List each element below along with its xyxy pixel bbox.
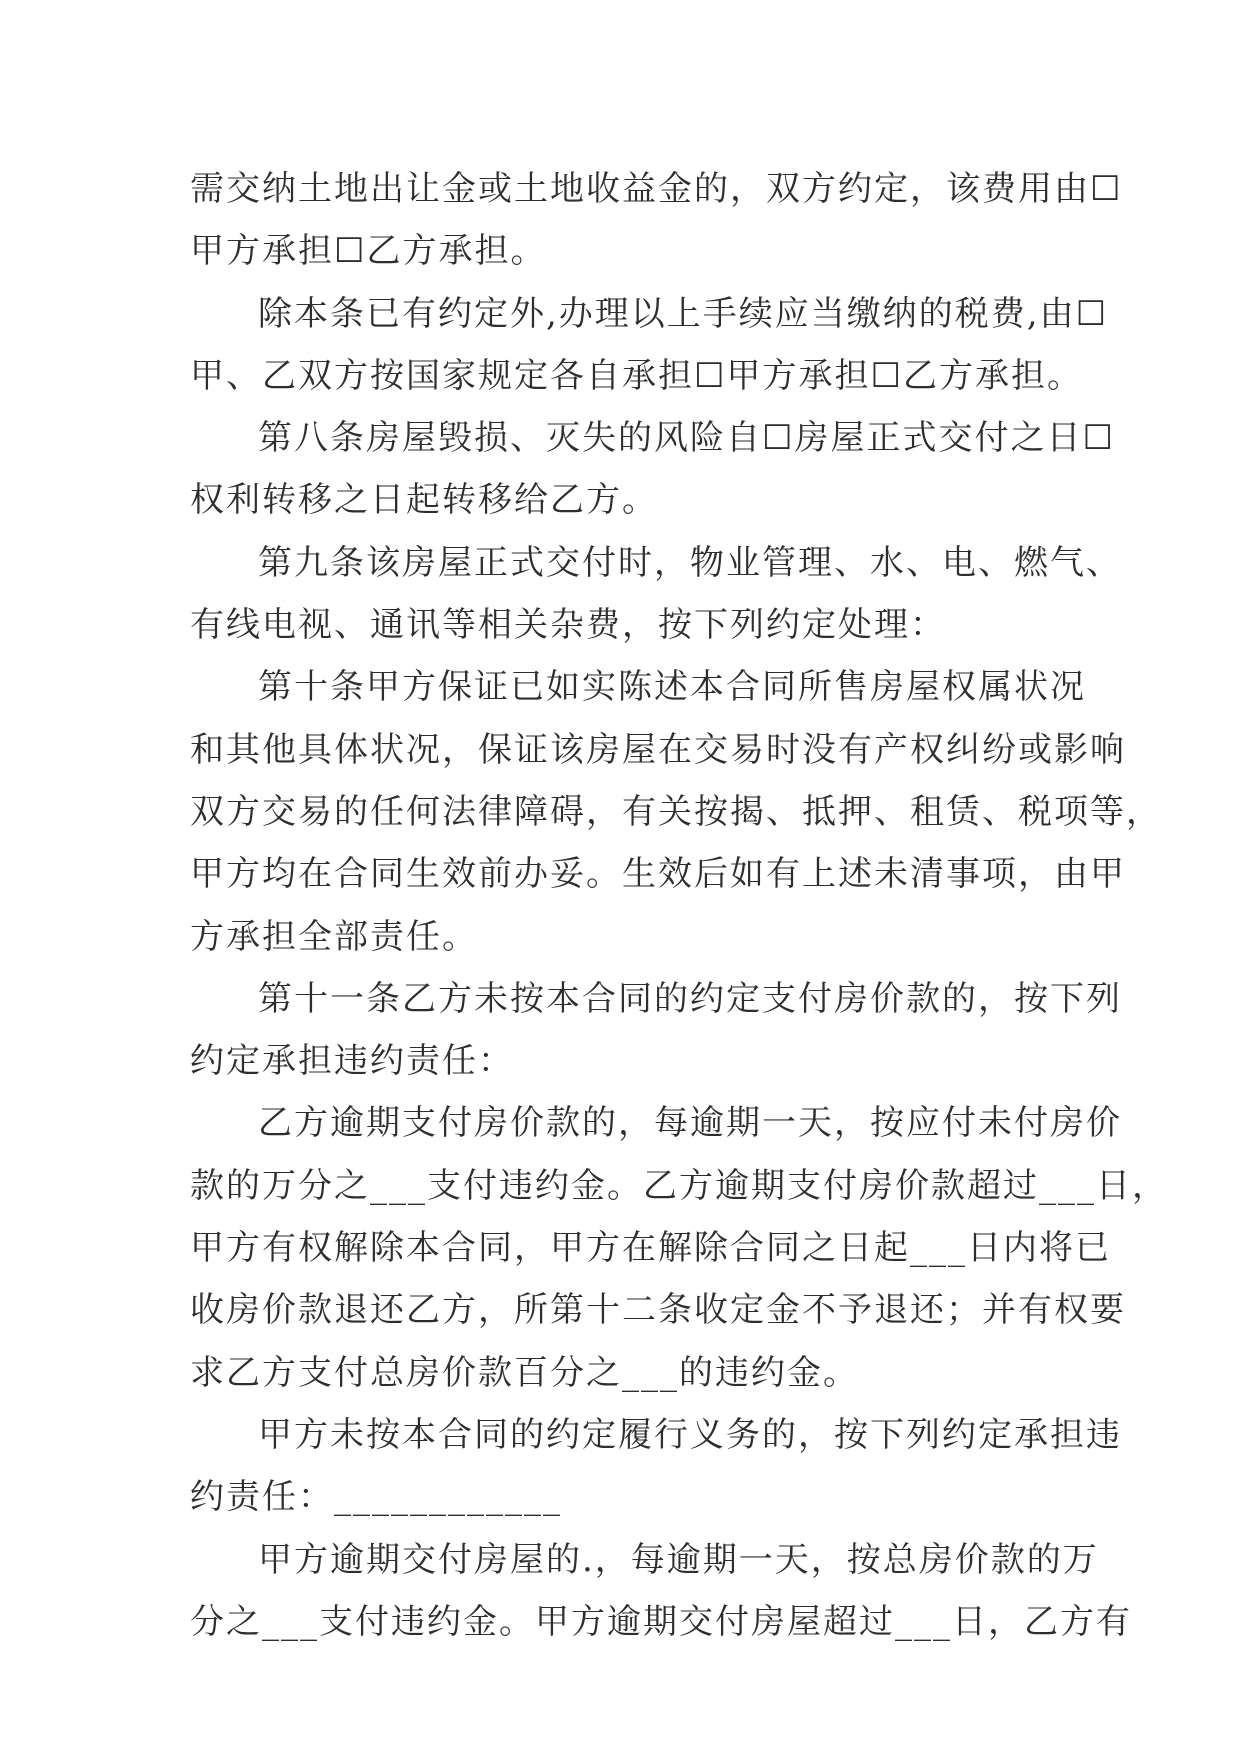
paragraph-line: 权利转移之日起转移给乙方。: [190, 480, 658, 521]
paragraph-line: 甲方有权解除本合同，甲方在解除合同之日起___日内将已: [190, 1228, 1111, 1269]
paragraph-first-line: 第八条房屋毁损、灭失的风险自☐房屋正式交付之日☐: [258, 418, 1115, 459]
paragraph-first-line: 第十条甲方保证已如实陈述本合同所售房屋权属状况: [258, 667, 1086, 708]
paragraph-line: 需交纳土地出让金或土地收益金的，双方约定，该费用由☐: [190, 169, 1123, 209]
paragraph-line: 方承担全部责任。: [190, 916, 478, 957]
paragraph-line: 和其他具体状况，保证该房屋在交易时没有产权纠纷或影响: [190, 729, 1126, 770]
paragraph-line: 有线电视、通讯等相关杂费，按下列约定处理：: [190, 605, 946, 646]
paragraph-line: 甲、乙双方按国家规定各自承担☐甲方承担☐乙方承担。: [190, 355, 1083, 396]
paragraph-line: 收房价款退还乙方，所第十二条收定金不予退还；并有权要: [190, 1290, 1126, 1331]
paragraph-first-line: 除本条已有约定外,办理以上手续应当缴纳的税费,由☐: [258, 293, 1109, 334]
paragraph-line: 款的万分之___支付违约金。乙方逾期支付房价款超过___日，: [190, 1165, 1168, 1206]
paragraph-first-line: 第十一条乙方未按本合同的约定支付房价款的，按下列: [258, 978, 1122, 1019]
paragraph-line: 双方交易的任何法律障碍，有关按揭、抵押、租赁、税项等，: [190, 791, 1162, 832]
paragraph-first-line: 乙方逾期支付房价款的，每逾期一天，按应付未付房价: [258, 1103, 1122, 1144]
paragraph-line: 约定承担违约责任：: [190, 1041, 514, 1082]
paragraph-first-line: 第九条该房屋正式交付时，物业管理、水、电、燃气、: [258, 542, 1122, 583]
paragraph-line: 甲方承担☐乙方承担。: [190, 231, 547, 272]
paragraph-line: 分之___支付违约金。甲方逾期交付房屋超过___日，乙方有: [190, 1601, 1132, 1642]
paragraph-line: 约责任：____________: [190, 1477, 562, 1518]
paragraph-first-line: 甲方未按本合同的约定履行义务的，按下列约定承担违: [258, 1414, 1122, 1455]
document-body: [190, 158, 1168, 1653]
paragraph-line: 求乙方支付总房价款百分之___的违约金。: [190, 1352, 859, 1393]
paragraph-line: 甲方均在合同生效前办妥。生效后如有上述未清事项，由甲: [190, 854, 1126, 895]
paragraph-first-line: 甲方逾期交付房屋的.，每逾期一天，按总房价款的万: [258, 1539, 1099, 1580]
